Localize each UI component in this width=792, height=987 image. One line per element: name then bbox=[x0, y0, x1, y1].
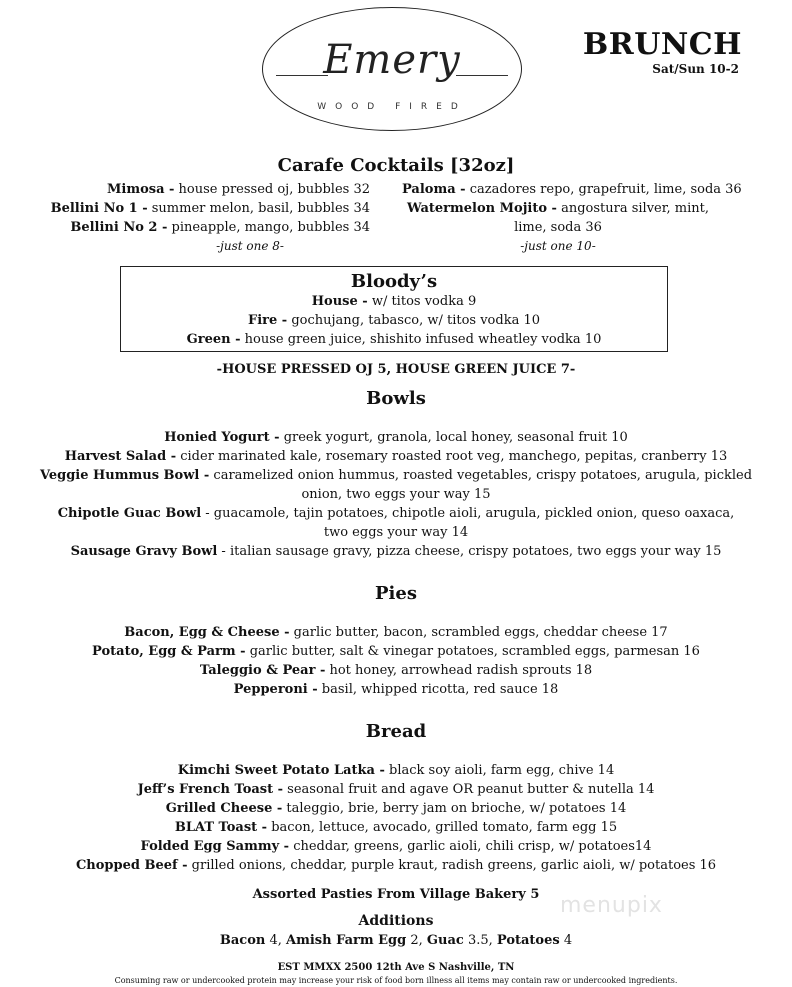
footer-address: EST MMXX 2500 12th Ave S Nashville, TN bbox=[277, 962, 515, 973]
addition-name: Potatoes bbox=[496, 933, 560, 948]
item-name: Bellini No 2 - bbox=[70, 220, 168, 235]
menu-item bbox=[0, 428, 792, 447]
item-desc: - guacamole, tajin potatoes, chipotle aioli, arugula, pickled onion, queso oaxaca, bbox=[201, 506, 735, 521]
menu-item bbox=[0, 761, 792, 780]
menu-item bbox=[0, 447, 792, 466]
item-name: Sausage Gravy Bowl bbox=[70, 544, 218, 559]
menu-item bbox=[402, 199, 714, 218]
item-desc-continued: two eggs your way 14 bbox=[323, 525, 469, 540]
item-name: Pepperoni - bbox=[233, 682, 318, 697]
item-name: House - bbox=[311, 294, 368, 309]
bloodys-box bbox=[120, 266, 668, 352]
bread-list bbox=[0, 761, 792, 875]
item-name: Bacon, Egg & Cheese - bbox=[124, 625, 290, 640]
item-name: Grilled Cheese - bbox=[165, 801, 283, 816]
item-name: Veggie Hummus Bowl - bbox=[39, 468, 210, 483]
bowls-list bbox=[0, 428, 792, 561]
item-desc: - italian sausage gravy, pizza cheese, crispy potatoes, two eggs your way 15 bbox=[217, 544, 722, 559]
footer-disclaimer: Consuming raw or undercooked protein may increase your risk of food born illness all items may contain raw or undercooked ingredients. bbox=[114, 976, 678, 985]
menu-title: BRUNCH bbox=[582, 27, 742, 62]
carafe-left-column bbox=[50, 180, 370, 256]
item-desc: greek yogurt, granola, local honey, seasonal fruit 10 bbox=[279, 430, 628, 445]
menu-item bbox=[0, 466, 792, 485]
pasties-line: Assorted Pasties From Village Bakery 5 bbox=[252, 887, 540, 902]
section-title-bowls: Bowls bbox=[366, 388, 426, 409]
item-desc: hot honey, arrowhead radish sprouts 18 bbox=[325, 663, 593, 678]
item-desc: taleggio, brie, berry jam on brioche, w/ potatoes 14 bbox=[282, 801, 627, 816]
item-desc: grilled onions, cheddar, purple kraut, radish greens, garlic aioli, w/ potatoes 16 bbox=[187, 858, 717, 873]
menupix-watermark: menupix bbox=[560, 893, 663, 918]
item-desc: seasonal fruit and agave OR peanut butter & nutella 14 bbox=[283, 782, 655, 797]
menu-item bbox=[121, 292, 667, 311]
item-name: Paloma - bbox=[402, 182, 466, 197]
carafe-right-column bbox=[402, 180, 742, 256]
menu-item bbox=[0, 780, 792, 799]
item-name: Jeff’s French Toast - bbox=[137, 782, 284, 797]
item-name: Chopped Beef - bbox=[75, 858, 188, 873]
section-title-bread: Bread bbox=[365, 721, 427, 742]
menu-item bbox=[0, 799, 792, 818]
additions-title: Additions bbox=[358, 913, 434, 929]
menu-item bbox=[50, 199, 370, 218]
item-desc: caramelized onion hummus, roasted vegetables, crispy potatoes, arugula, pickled bbox=[209, 468, 753, 483]
menu-item bbox=[0, 856, 792, 875]
restaurant-logo bbox=[262, 7, 522, 131]
menu-item bbox=[121, 311, 667, 330]
menu-item bbox=[0, 818, 792, 837]
item-name: Watermelon Mojito - bbox=[407, 201, 557, 216]
addition-name: Amish Farm Egg bbox=[286, 933, 407, 948]
menu-hours: Sat/Sun 10-2 bbox=[652, 62, 739, 76]
carafe-right-note: -just one 10- bbox=[520, 239, 596, 253]
item-desc: garlic butter, bacon, scrambled eggs, cheddar cheese 17 bbox=[289, 625, 668, 640]
item-name: Fire - bbox=[247, 313, 288, 328]
item-name: Bellini No 1 - bbox=[50, 201, 148, 216]
pies-list bbox=[0, 623, 792, 699]
carafe-left-note: -just one 8- bbox=[216, 239, 284, 253]
item-desc: garlic butter, salt & vinegar potatoes, scrambled eggs, parmesan 16 bbox=[245, 644, 700, 659]
item-desc: black soy aioli, farm egg, chive 14 bbox=[384, 763, 615, 778]
item-name: Taleggio & Pear - bbox=[199, 663, 326, 678]
addition-price: 4, bbox=[265, 933, 286, 948]
menu-item bbox=[0, 642, 792, 661]
item-name: Honied Yogurt - bbox=[164, 430, 280, 445]
item-desc: cazadores repo, grapefruit, lime, soda 36 bbox=[465, 182, 742, 197]
item-name: Green - bbox=[186, 332, 241, 347]
item-name: Potato, Egg & Parm - bbox=[92, 644, 246, 659]
item-name: Harvest Salad - bbox=[64, 449, 177, 464]
addition-name: Guac bbox=[426, 933, 464, 948]
section-title-pies: Pies bbox=[375, 583, 417, 604]
addition-price: 3.5, bbox=[463, 933, 497, 948]
menu-item bbox=[121, 330, 667, 349]
additions-list bbox=[0, 931, 792, 950]
menu-item bbox=[0, 661, 792, 680]
menu-item bbox=[0, 504, 792, 523]
menu-item bbox=[0, 680, 792, 699]
addition-price: 4 bbox=[559, 933, 573, 948]
item-desc: house green juice, shishito infused wheatley vodka 10 bbox=[240, 332, 602, 347]
logo-name: Emery bbox=[323, 37, 461, 83]
item-desc: pineapple, mango, bubbles 34 bbox=[167, 220, 370, 235]
juice-line: -HOUSE PRESSED OJ 5, HOUSE GREEN JUICE 7- bbox=[216, 362, 576, 377]
menu-item bbox=[402, 180, 742, 199]
item-name: Chipotle Guac Bowl bbox=[57, 506, 202, 521]
menu-item bbox=[0, 623, 792, 642]
item-desc: bacon, lettuce, avocado, grilled tomato, farm egg 15 bbox=[267, 820, 618, 835]
item-desc-continued: onion, two eggs your way 15 bbox=[301, 487, 491, 502]
item-name: BLAT Toast - bbox=[174, 820, 268, 835]
item-desc: w/ titos vodka 9 bbox=[367, 294, 477, 309]
addition-name: Bacon bbox=[219, 933, 266, 948]
menu-item bbox=[50, 218, 370, 237]
item-desc: basil, whipped ricotta, red sauce 18 bbox=[317, 682, 559, 697]
item-name: Kimchi Sweet Potato Latka - bbox=[177, 763, 385, 778]
item-name: Mimosa - bbox=[107, 182, 175, 197]
item-desc-continued: lime, soda 36 bbox=[514, 220, 602, 235]
section-title-carafe: Carafe Cocktails [32oz] bbox=[277, 155, 515, 176]
logo-subtitle: WOOD FIRED bbox=[317, 102, 467, 112]
item-desc: angostura silver, mint, bbox=[556, 201, 709, 216]
item-desc: house pressed oj, bubbles 32 bbox=[174, 182, 370, 197]
item-name: Folded Egg Sammy - bbox=[140, 839, 290, 854]
menu-item bbox=[0, 542, 792, 561]
item-desc: cheddar, greens, garlic aioli, chili crisp, w/ potatoes14 bbox=[289, 839, 652, 854]
item-desc: gochujang, tabasco, w/ titos vodka 10 bbox=[287, 313, 541, 328]
section-title-bloodys: Bloody’s bbox=[350, 271, 438, 292]
item-desc: summer melon, basil, bubbles 34 bbox=[147, 201, 370, 216]
menu-item bbox=[0, 837, 792, 856]
item-desc: cider marinated kale, rosemary roasted root veg, manchego, pepitas, cranberry 13 bbox=[176, 449, 728, 464]
menu-item bbox=[50, 180, 370, 199]
addition-price: 2, bbox=[406, 933, 427, 948]
